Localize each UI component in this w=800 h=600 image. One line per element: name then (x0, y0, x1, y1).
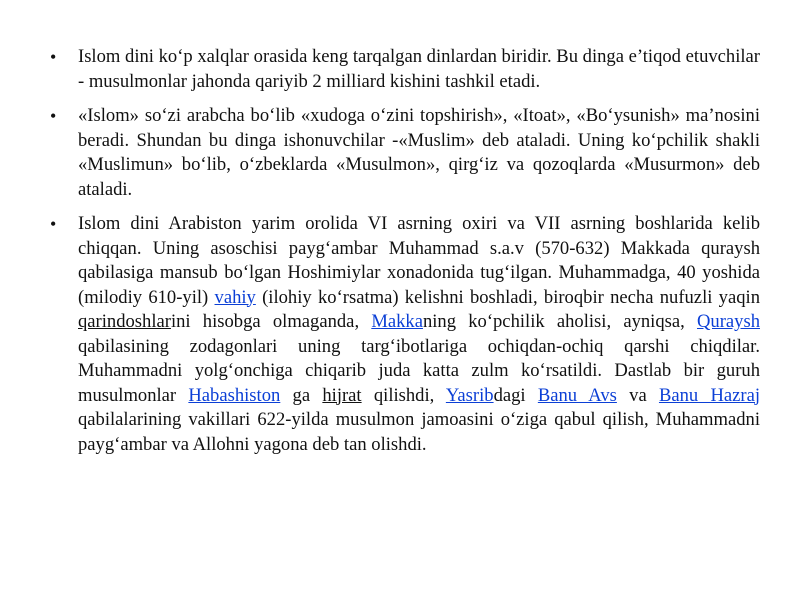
link-makka[interactable]: Makka (371, 311, 423, 332)
link-vahiy[interactable]: vahiy (214, 286, 256, 308)
bullet-text-3c: ini hisobga olmaganda, (170, 311, 372, 332)
link-quraysh[interactable]: Quraysh (697, 311, 760, 332)
bullet-text-1: Islom dini ko‘p xalqlar orasida keng tarqalgan dinlardan biridir. Bu dinga e’tiqod etuvchilar - musulmonlar jahonda qariyib 2 milliard kishini tashkil etadi. (78, 46, 760, 92)
bullet-text-3f: ga (280, 384, 323, 406)
bullet-text-3e: qabilasining zodagonlari uning targ‘ibotlariga ochiqdan-ochiq qarshi chiqdilar. Muhammadni yolg‘onchiga chiqarib juda katta zulm ko‘rsatildi. Dastlab bir guruh musulmonlar (78, 335, 760, 406)
bullet-text-3b: (ilohiy ko‘rsatma) kelishni boshladi, biroqbir necha nufuzli yaqin (255, 286, 760, 308)
bullet-text-3i: va (616, 384, 659, 406)
bullet-marker: • (50, 106, 57, 126)
bullet-text-3a: Islom dini Arabiston yarim orolida VI asrning oxiri va VII asrning boshlarida kelib chiqqan. Uning asoschisi payg‘ambar Muhammad s.a.v (570-632) Makkada quraysh qabilasiga mansub bo‘lgan Hoshimiylar xonadonida tug‘ilgan. Muhammadga, 40 yoshida (milodiy 610-yil) (78, 213, 760, 308)
link-banu-avs[interactable]: Banu Avs (537, 384, 617, 406)
bullet-text-3h: dagi (493, 384, 538, 406)
bullet-text-3g: qilishdi, (361, 384, 446, 406)
bullet-list (42, 45, 760, 457)
link-hijrat[interactable]: hijrat (322, 384, 362, 406)
bullet-marker: • (50, 214, 57, 234)
link-qarindoshlar[interactable]: qarindoshlar (78, 311, 171, 332)
bullet-text-3d: ning ko‘pchilik aholisi, ayniqsa, (422, 311, 697, 332)
link-habashiston[interactable]: Habashiston (188, 384, 281, 406)
bullet-marker: • (50, 47, 57, 67)
link-yasrib[interactable]: Yasrib (445, 384, 494, 406)
bullet-item-2 (42, 104, 760, 202)
link-banu-hazraj[interactable]: Banu Hazraj (658, 384, 760, 406)
bullet-item-3 (42, 212, 760, 457)
bullet-text-2: «Islom» so‘zi arabcha bo‘lib «xudoga o‘zini topshirish», «Itoat», «Bo‘ysunish» ma’nosini beradi. Shundan bu dinga ishonuvchilar -«Muslim» deb ataladi. Uning ko‘pchilik shakli «Muslimun» bo‘lib, o‘zbeklarda «Musulmon», qirg‘iz va qozoqlarda «Musurmon» deb ataladi. (78, 105, 760, 200)
bullet-item-1 (42, 45, 760, 94)
bullet-text-3j: qabilalarining vakillari 622-yilda musulmon jamoasini o‘ziga qabul qilish, Muhammadni payg‘ambar va Allohni yagona deb tan olishdi. (78, 409, 760, 455)
